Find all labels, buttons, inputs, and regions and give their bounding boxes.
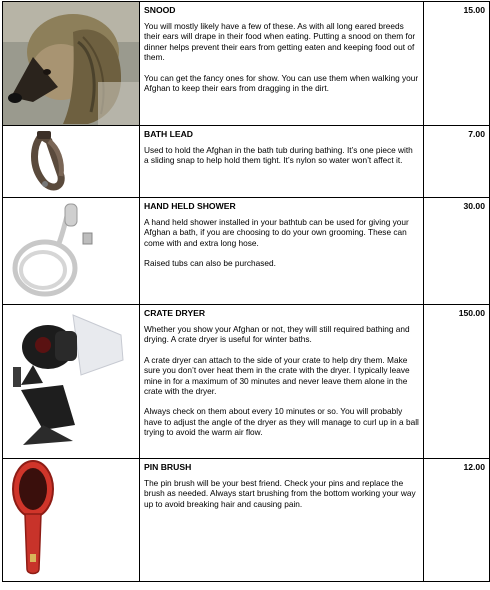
table-row [3, 126, 490, 198]
item-price: 7.00 [424, 126, 490, 198]
image-cell [3, 126, 140, 198]
description-cell [140, 459, 424, 582]
crate-dryer-photo [3, 305, 139, 458]
image-cell [3, 2, 140, 126]
item-description: Always check on them about every 10 minutes or so. You will probably have to adjust the angle of the dryer as they will manage to curl up in a ball trying to avoid the warm air flow. [144, 406, 419, 438]
item-price: 12.00 [424, 459, 490, 582]
image-cell [3, 198, 140, 305]
item-title: PIN BRUSH [144, 462, 192, 472]
description-cell [140, 126, 424, 198]
table-row [3, 2, 490, 126]
item-price: 15.00 [424, 2, 490, 126]
pin-brush-photo [3, 459, 139, 581]
item-description: A hand held shower installed in your bathtub can be used for giving your Afghan a bath, if you are choosing to do your own grooming. These can come with and extra long hose. [144, 217, 409, 248]
hand-held-shower-photo [3, 198, 139, 304]
item-description: The pin brush will be your best friend. Check your pins and replace the brush as needed. Always start brushing from the bottom working your way up to avoid breaking hair and causing pain. [144, 478, 416, 509]
supplies-table [2, 1, 490, 582]
item-description: Used to hold the Afghan in the bath tub during bathing. It’s one piece with a sliding snap to help hold them tight. It’s nylon so water won’t affect it. [144, 145, 413, 166]
item-title: HAND HELD SHOWER [144, 201, 236, 211]
table-row [3, 305, 490, 459]
afghan-hound-snood-photo [3, 2, 139, 125]
item-description: You can get the fancy ones for show. You can use them when walking your Afghan to keep their ears from dragging in the dirt. [144, 72, 419, 94]
item-description: A crate dryer can attach to the side of your crate to help dry them. Make sure you don’t over heat them in the crate with the dryer. I typically leave mine in for a maximum of 30 minutes and never leave them alone in the crate with the dryer. [144, 354, 410, 397]
description-cell [140, 198, 424, 305]
table-row [3, 198, 490, 305]
description-cell [140, 305, 424, 459]
image-cell [3, 305, 140, 459]
item-description: Whether you show your Afghan or not, they will still required bathing and drying. A crate dryer is useful for winter baths. [144, 324, 410, 345]
item-price: 30.00 [424, 198, 490, 305]
image-cell [3, 459, 140, 582]
table-row [3, 459, 490, 582]
item-description: You will mostly likely have a few of these. As with all long eared breeds their ears will drape in their food when eating. Putting a snood on them for dinner helps prevent their ears from getting eaten and keeping food out of them. [144, 21, 416, 63]
description-cell [140, 2, 424, 126]
item-title: CRATE DRYER [144, 308, 206, 318]
item-title: SNOOD [144, 5, 176, 15]
item-title: BATH LEAD [144, 129, 194, 139]
item-description: Raised tubs can also be purchased. [144, 258, 276, 269]
bath-lead-photo [3, 126, 139, 197]
item-price: 150.00 [424, 305, 490, 459]
